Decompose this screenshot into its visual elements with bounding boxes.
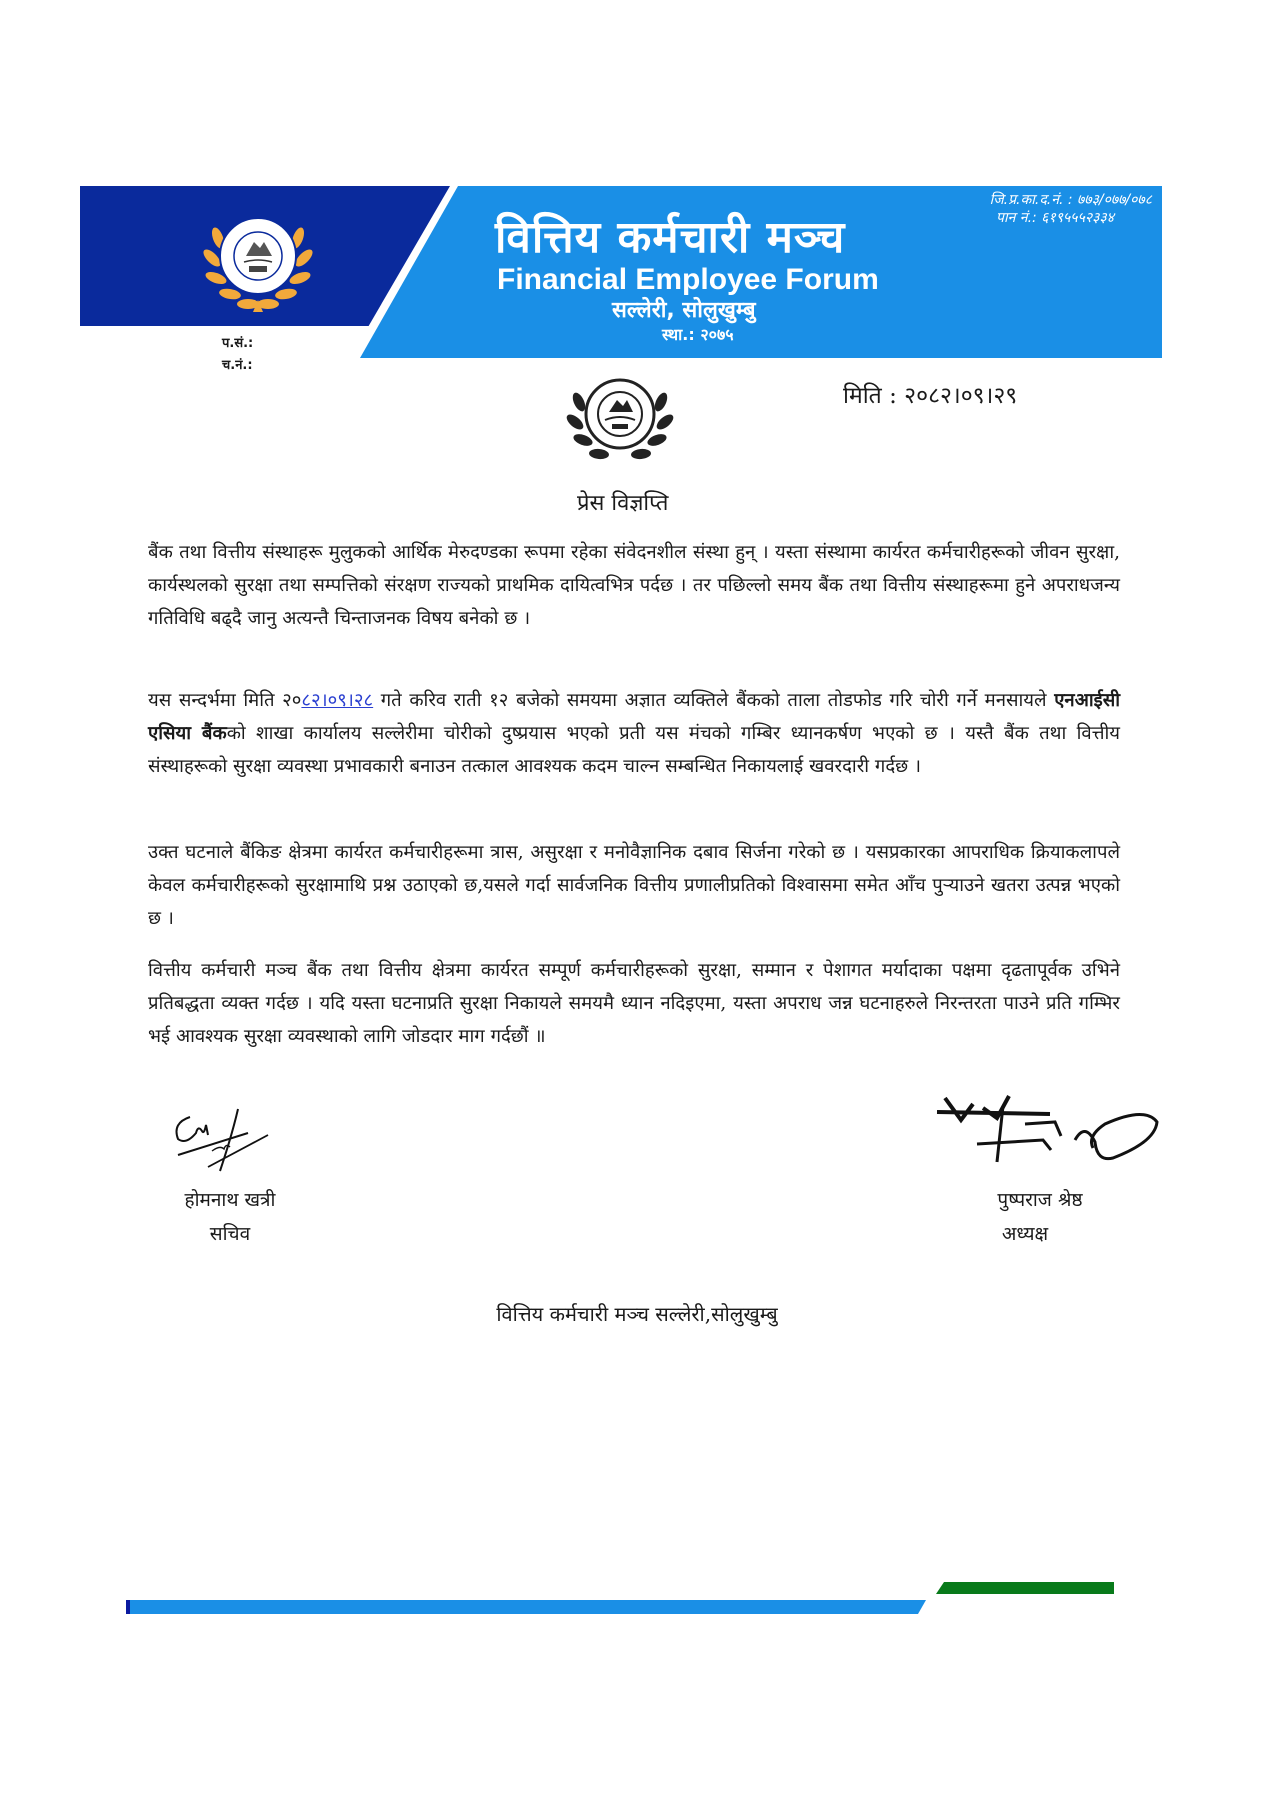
secretary-title: सचिव — [209, 1223, 251, 1245]
registration-number: जि.प्र.का.द.नं. : ७७३/०७७/०७८ — [989, 192, 1152, 208]
stamp-seal — [565, 372, 677, 468]
letter-number-label: प.सं.: — [222, 336, 254, 351]
forum-logo — [202, 208, 314, 314]
paragraph-4: वित्तीय कर्मचारी मञ्च बैंक तथा वित्तीय क्षेत्रमा कार्यरत सम्पूर्ण कर्मचारीहरूको सुरक्षा, सम्मान र पेशागत मर्यादाका पक्षमा दृढतापूर्वक उभिने प्रतिबद्धता व्यक्त गर्दछ । यदि यस्ता घटनाप्रति सुरक्षा निकायले समयमै ध्यान नदिइएमा, यस्ता अपराध जन्न घटनाहरुले निरन्तरता पाउने प्रति गम्भिर भई आवश्यक सुरक्षा व्यवस्थाको लागि जोडदार माग गर्दछौं ॥ — [148, 960, 1120, 1047]
press-release-title: प्रेस विज्ञप्ति — [577, 491, 669, 516]
secretary-name: होमनाथ खत्री — [184, 1189, 276, 1211]
dispatch-number-label: च.नं.: — [222, 358, 253, 373]
president-title: अध्यक्ष — [1001, 1223, 1049, 1245]
incident-date: ८२।०९।२८ — [301, 690, 374, 711]
paragraph-3: उक्त घटनाले बैंकिङ क्षेत्रमा कार्यरत कर्मचारीहरूमा त्रास, असुरक्षा र मनोवैज्ञानिक दबाव सिर्जना गरेको छ । यसप्रकारका आपराधिक क्रियाकलापले केवल कर्मचारीहरूको सुरक्षामाथि प्रश्न उठाएको छ,यसले गर्दा सार्वजनिक वित्तीय प्रणालीप्रतिको विश्वासमा समेत आँच पुऱ्याउने खतरा उत्पन्न भएको छ । — [148, 842, 1120, 929]
secretary-signature — [168, 1105, 278, 1175]
established-year: स्था.: २०७५ — [662, 325, 734, 344]
president-signature — [935, 1092, 1160, 1172]
date — [843, 378, 1017, 410]
paragraph-2-intro: यस सन्दर्भमा मिति २० — [148, 690, 302, 711]
footer-organisation: वित्तिय कर्मचारी मञ्च सल्लेरी,सोलुखुम्बु — [496, 1302, 778, 1326]
date-value: २०८२।०९।२९ — [904, 383, 1018, 409]
president-name: पुष्पराज श्रेष्ठ — [997, 1189, 1083, 1211]
paragraph-2-middle: गते करिव राती १२ बजेको समयमा अज्ञात व्यक्तिले बैंकको ताला तोडफोड गरि चोरी गर्ने मनसायले — [373, 690, 1055, 711]
bank-name: एनआईसी एसिया बैंक — [148, 690, 1120, 744]
org-name-nepali: वित्तिय कर्मचारी मञ्च — [495, 212, 846, 263]
org-location: सल्लेरी, सोलुखुम्बु — [612, 298, 756, 323]
paragraph-1: बैंक तथा वित्तीय संस्थाहरू मुलुकको आर्थिक मेरुदण्डका रूपमा रहेका संवेदनशील संस्था हुन् । यस्ता संस्थामा कार्यरत कर्मचारीहरूको जीवन सुरक्षा, कार्यस्थलको सुरक्षा तथा सम्पत्तिको संरक्षण राज्यको प्राथमिक दायित्वभित्र पर्दछ । तर पछिल्लो समय बैंक तथा वित्तीय संस्थाहरूमा हुने अपराधजन्य गतिविधि बढ्दै जानु अत्यन्तै चिन्ताजनक विषय बनेको छ । — [148, 542, 1120, 629]
org-name-english: Financial Employee Forum — [497, 263, 879, 296]
pan-number: पान नं.: ६१९५५५२३३४ — [996, 210, 1114, 226]
paragraph-2-end: को शाखा कार्यालय सल्लेरीमा चोरीको दुष्प्रयास भएको प्रती यस मंचको गम्बिर ध्यानकर्षण भएको छ । यस्तै बैंक तथा वित्तीय संस्थाहरूको सुरक्षा व्यवस्था प्रभावकारी बनाउन तत्काल आवश्यक कदम चाल्न सम्बन्धित निकायलाई खवरदारी गर्दछ । — [148, 723, 1121, 777]
date-label: मिति : — [843, 383, 897, 409]
paragraph-2 — [148, 684, 1120, 783]
footer-decorative-bars — [126, 1580, 1116, 1620]
